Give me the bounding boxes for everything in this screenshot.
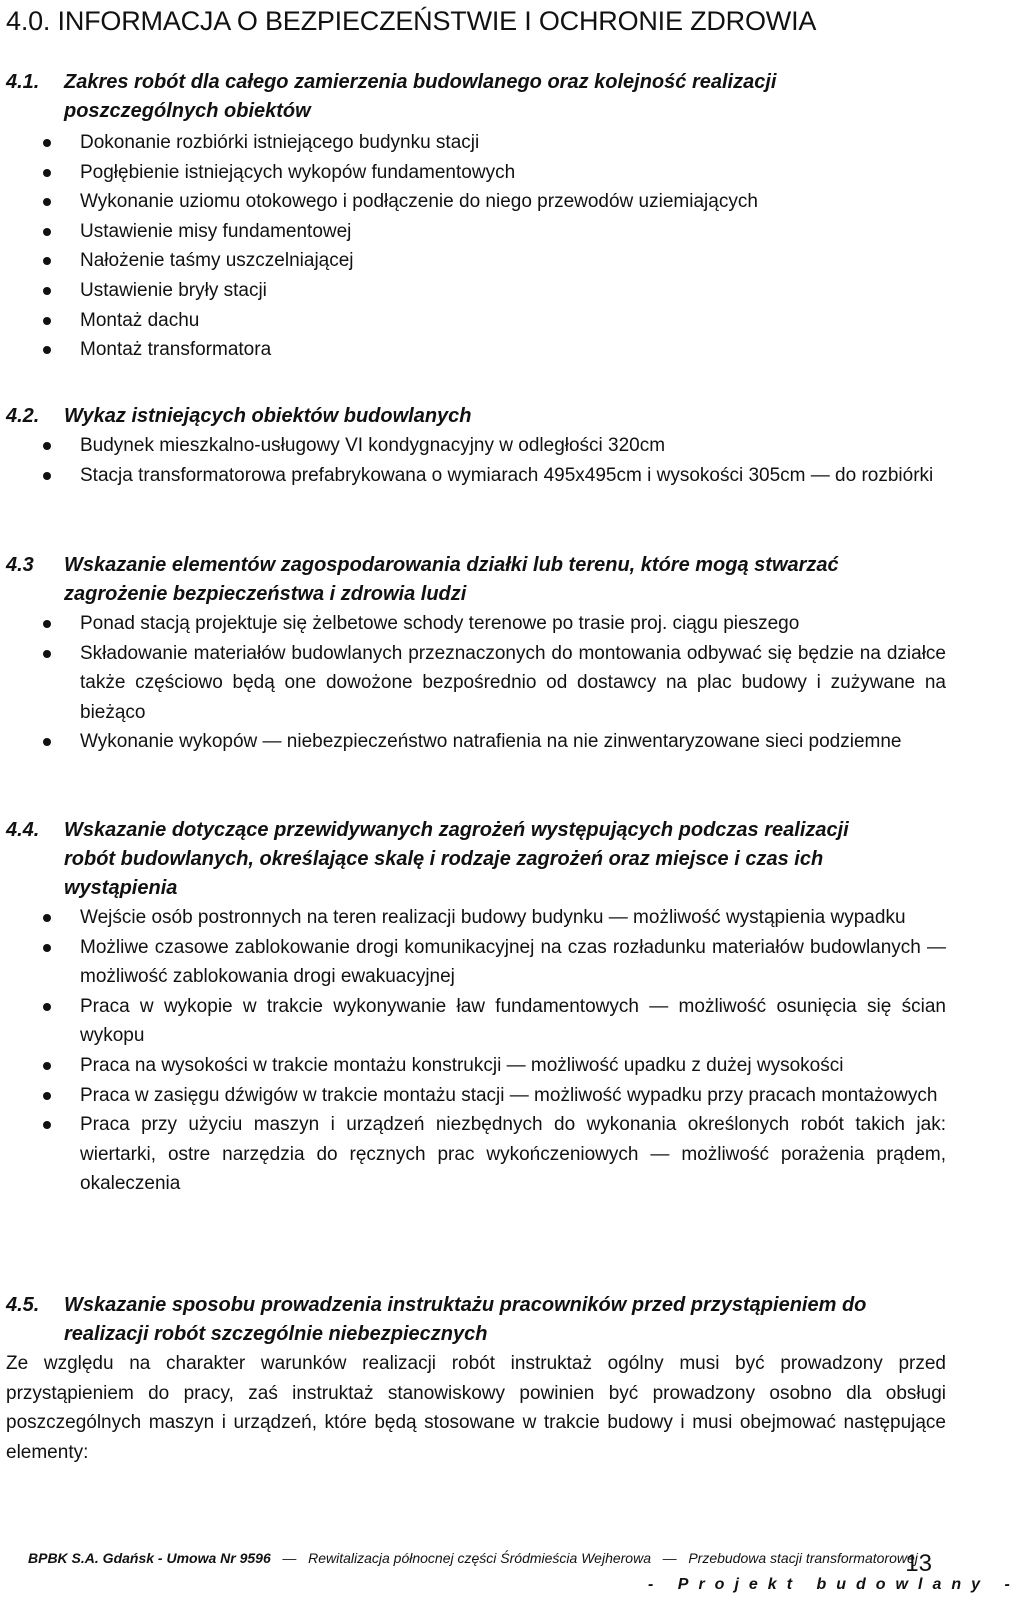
bullet-list [6,431,946,490]
section-4-2 [6,402,946,490]
list-item: Praca przy użyciu maszyn i urządzeń niezbędnych do wykonania określonych robót takich jak: wiertarki, ostre narzędzia do ręcznych prac wykończeniowych — możliwość porażenia prądem, okaleczenia [6,1110,946,1199]
footer-scope: Przebudowa stacji transformatorowej [688,1550,918,1566]
section-4-4 [6,816,946,1199]
section-title [6,551,946,609]
section-4-3 [6,551,946,757]
footer-line [28,1550,932,1566]
section-title-text: Wskazanie sposobu prowadzenia instruktażu pracowników przed przystąpieniem do realizacji robót szczególnie niebezpiecznych [64,1294,867,1345]
list-item: Możliwe czasowe zablokowanie drogi komunikacyjnej na czas rozładunku materiałów budowlanych — możliwość zablokowania drogi ewakuacyjnej [6,933,946,992]
list-item: Pogłębienie istniejących wykopów fundamentowych [6,158,946,188]
page-heading: 4.0. INFORMACJA O BEZPIECZEŃSTWIE I OCHRONIE ZDROWIA [6,6,817,36]
list-item: Praca w zasięgu dźwigów w trakcie montażu stacji — możliwość wypadku przy pracach montażowych [6,1081,946,1111]
list-item: Dokonanie rozbiórki istniejącego budynku stacji [6,128,946,158]
section-4-5 [6,1291,946,1467]
bullet-list [6,903,946,1199]
list-item: Praca w wykopie w trakcie wykonywanie ław fundamentowych — możliwość osunięcia się ścian wykopu [6,992,946,1051]
footer-tagline: - Projekt budowlany - [648,1576,1020,1593]
bullet-list [6,609,946,757]
bullet-list [6,128,946,365]
section-title-text: Zakres robót dla całego zamierzenia budowlanego oraz kolejność realizacji poszczególnych obiektów [64,71,777,122]
section-number: 4.3 [6,554,34,576]
section-paragraph: Ze względu na charakter warunków realizacji robót instruktaż ogólny musi być prowadzony przed przystąpieniem do pracy, zaś instruktaż stanowiskowy powinien być prowadzony osobno dla obsługi poszczególnych maszyn i urządzeń, które będą stosowane w trakcie budowy i musi obejmować następujące elementy: [6,1353,946,1463]
footer-company: BPBK S.A. Gdańsk - Umowa Nr 9596 [28,1550,271,1566]
footer-separator: — [282,1550,297,1566]
list-item: Praca na wysokości w trakcie montażu konstrukcji — możliwość upadku z dużej wysokości [6,1051,946,1081]
section-number: 4.5. [6,1294,40,1316]
list-item: Budynek mieszkalno-usługowy VI kondygnacyjny w odległości 320cm [6,431,946,461]
section-4-1 [6,68,946,365]
section-title [6,1291,946,1349]
list-item: Wykonanie uziomu otokowego i podłączenie do niego przewodów uziemiających [6,187,946,217]
section-title-text: Wskazanie elementów zagospodarowania działki lub terenu, które mogą stwarzać zagrożenie bezpieczeństwa i zdrowia ludzi [64,554,839,605]
page-number: 13 [905,1550,932,1577]
list-item: Stacja transformatorowa prefabrykowana o wymiarach 495x495cm i wysokości 305cm — do rozbiórki [6,461,946,491]
list-item: Ponad stacją projektuje się żelbetowe schody terenowe po trasie proj. ciągu pieszego [6,609,946,639]
list-item: Montaż dachu [6,306,946,336]
section-number: 4.2. [6,405,40,427]
section-number: 4.4. [6,819,40,841]
page-footer [28,1550,1020,1593]
list-item: Montaż transformatora [6,335,946,365]
list-item: Ustawienie bryły stacji [6,276,946,306]
section-title [6,816,946,903]
section-title-text: Wykaz istniejących obiektów budowlanych [64,405,472,427]
list-item: Składowanie materiałów budowlanych przeznaczonych do montowania odbywać się będzie na działce także częściowo będą one dowożone bezpośrednio od dostawcy na plac budowy i zużywane na bieżąco [6,639,946,728]
list-item: Wejście osób postronnych na teren realizacji budowy budynku — możliwość wystąpienia wypadku [6,903,946,933]
section-title [6,68,946,126]
section-number: 4.1. [6,71,40,93]
section-title [6,402,946,431]
list-item: Nałożenie taśmy uszczelniającej [6,246,946,276]
list-item: Ustawienie misy fundamentowej [6,217,946,247]
list-item: Wykonanie wykopów — niebezpieczeństwo natrafienia na nie zinwentaryzowane sieci podziemne [6,727,946,757]
footer-separator: — [662,1550,677,1566]
section-title-text: Wskazanie dotyczące przewidywanych zagrożeń występujących podczas realizacji robót budowlanych, określające skalę i rodzaje zagrożeń oraz miejsce i czas ich wystąpienia [64,819,849,899]
footer-project: Rewitalizacja północnej części Śródmieścia Wejherowa [308,1550,651,1566]
